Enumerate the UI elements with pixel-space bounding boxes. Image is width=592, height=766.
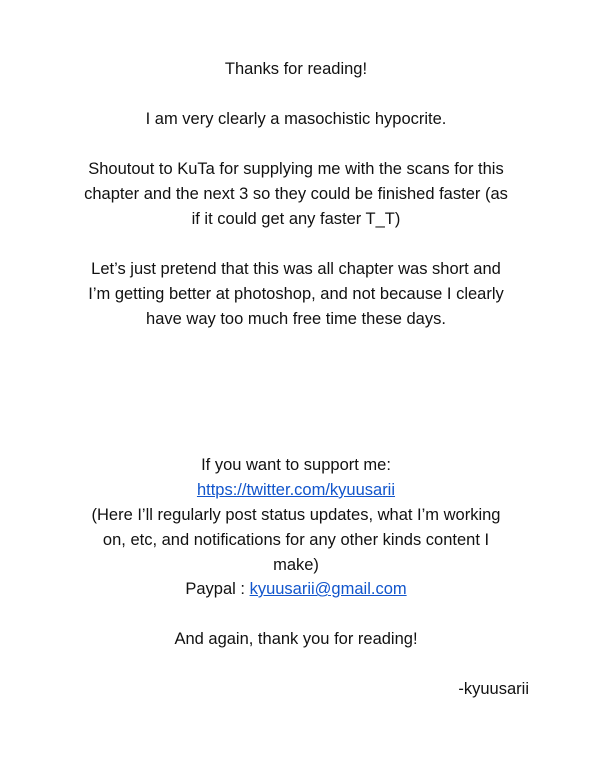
support-intro: If you want to support me: xyxy=(201,456,391,474)
shoutout-line: if it could get any faster T_T) xyxy=(191,210,401,228)
pretend-line: I’m getting better at photoshop, and not because I clearly xyxy=(88,285,504,303)
closing-text: And again, thank you for reading! xyxy=(174,630,418,648)
paypal-label: Paypal : xyxy=(185,580,250,598)
signature: -kyuusarii xyxy=(458,680,529,698)
pretend-line: Let’s just pretend that this was all chapter was short and xyxy=(91,260,501,278)
confession-text: I am very clearly a masochistic hypocrite. xyxy=(145,110,447,128)
twitter-note-line: (Here I’ll regularly post status updates, what I’m working xyxy=(91,506,501,524)
pretend-line: have way too much free time these days. xyxy=(146,310,446,328)
twitter-link[interactable]: https://twitter.com/kyuusarii xyxy=(196,481,396,499)
twitter-note-line: on, etc, and notifications for any other kinds content I xyxy=(102,531,490,549)
shoutout-line: chapter and the next 3 so they could be finished faster (as xyxy=(84,185,508,203)
shoutout-line: Shoutout to KuTa for supplying me with the scans for this xyxy=(88,160,504,178)
thanks-heading: Thanks for reading! xyxy=(224,60,368,78)
paypal-email-link[interactable]: kyuusarii@gmail.com xyxy=(249,580,407,598)
twitter-link-row xyxy=(0,478,592,502)
paypal-row xyxy=(0,577,592,601)
twitter-note-line: make) xyxy=(273,556,319,574)
